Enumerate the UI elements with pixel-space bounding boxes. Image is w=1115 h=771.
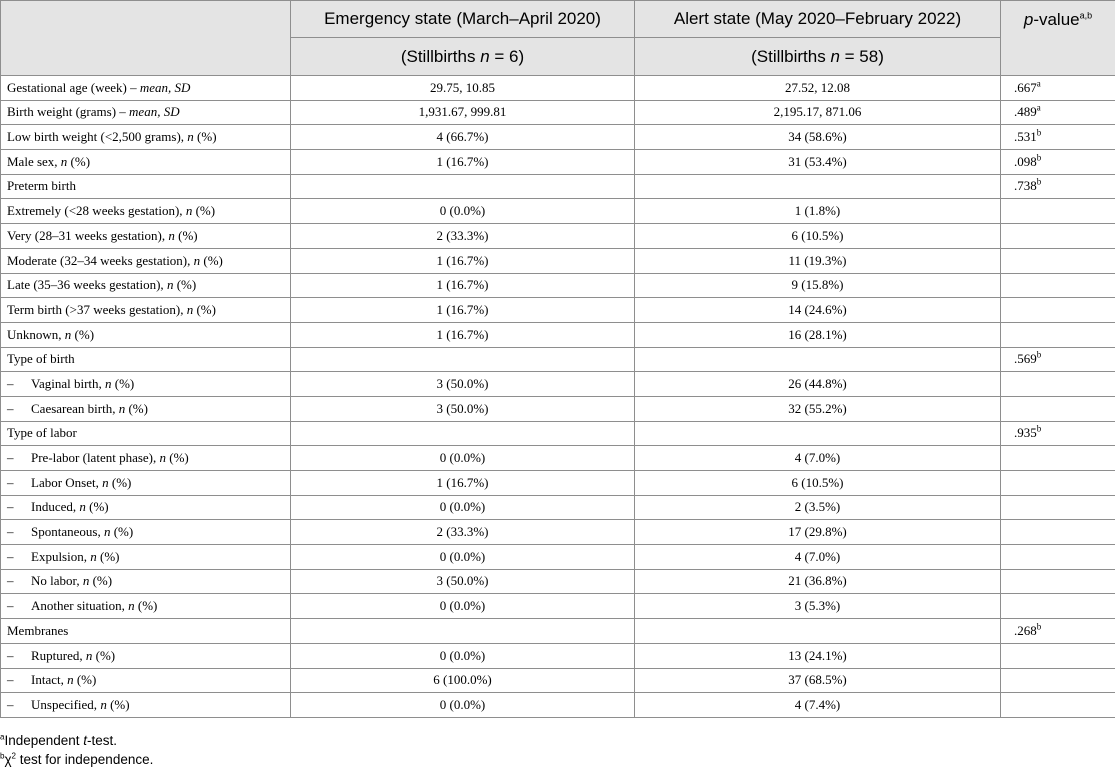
row-label: Unknown, bbox=[7, 326, 65, 342]
p-value: .569 bbox=[1014, 351, 1037, 367]
emergency-value: 1 (16.7%) bbox=[291, 471, 635, 496]
alert-value: 1 (1.8%) bbox=[635, 199, 1001, 224]
table-body bbox=[1, 76, 1115, 718]
row-label-tail: (%) bbox=[108, 474, 132, 490]
alert-value: 14 (24.6%) bbox=[635, 298, 1001, 323]
row-label: Intact, bbox=[31, 672, 68, 688]
p-value: .531 bbox=[1014, 129, 1037, 145]
p-value-cell bbox=[1001, 446, 1115, 471]
footnote-b-chi-sup: 2 bbox=[11, 751, 16, 761]
header-p-value bbox=[1001, 1, 1115, 76]
row-label-tail: (%) bbox=[174, 227, 198, 243]
row-label-italic: n bbox=[187, 129, 194, 145]
p-value-cell bbox=[1001, 594, 1115, 619]
alert-value: 4 (7.0%) bbox=[635, 446, 1001, 471]
p-value: .268 bbox=[1014, 622, 1037, 638]
header-alert-n bbox=[635, 38, 1001, 76]
p-value: .667 bbox=[1014, 79, 1037, 95]
row-label: Expulsion, bbox=[31, 548, 91, 564]
row-label-italic: n bbox=[60, 153, 68, 169]
row-label: Male sex, bbox=[7, 153, 61, 169]
row-dash: – bbox=[7, 499, 14, 515]
row-label: Spontaneous, bbox=[31, 524, 104, 540]
table-row bbox=[1, 100, 1115, 125]
sub-alert-prefix: (Stillbirths bbox=[751, 46, 831, 66]
row-label-tail: (%) bbox=[200, 252, 223, 268]
row-label-tail: (%) bbox=[125, 400, 148, 416]
row-label-italic: n bbox=[102, 474, 109, 490]
row-label: Unspecified, bbox=[31, 696, 101, 712]
header-p-letter: p bbox=[1023, 10, 1034, 29]
row-label-tail: (%) bbox=[193, 129, 217, 145]
alert-value bbox=[635, 421, 1001, 446]
alert-value: 9 (15.8%) bbox=[635, 273, 1001, 298]
table-row bbox=[1, 520, 1115, 545]
row-label-tail: (%) bbox=[71, 326, 95, 342]
emergency-value: 3 (50.0%) bbox=[291, 569, 635, 594]
row-label-italic: n bbox=[67, 672, 74, 688]
table-row bbox=[1, 248, 1115, 273]
row-dash: – bbox=[7, 647, 14, 663]
alert-value: 2 (3.5%) bbox=[635, 495, 1001, 520]
p-value-cell bbox=[1001, 421, 1115, 446]
footnote-b-chi: χ bbox=[4, 752, 12, 767]
footnote-a-post: -test. bbox=[87, 733, 118, 748]
row-label-tail: (%) bbox=[173, 277, 197, 293]
alert-value: 34 (58.6%) bbox=[635, 125, 1001, 150]
table-row bbox=[1, 668, 1115, 693]
p-value-test-marker: b bbox=[1036, 621, 1042, 632]
p-value-cell bbox=[1001, 668, 1115, 693]
p-value-cell bbox=[1001, 224, 1115, 249]
alert-value: 31 (53.4%) bbox=[635, 150, 1001, 175]
p-value-test-marker: b bbox=[1036, 177, 1042, 188]
alert-value: 4 (7.4%) bbox=[635, 693, 1001, 718]
emergency-value: 3 (50.0%) bbox=[291, 396, 635, 421]
row-label-cell bbox=[1, 421, 291, 446]
alert-value: 2,195.17, 871.06 bbox=[635, 100, 1001, 125]
row-dash: – bbox=[7, 400, 14, 416]
header-p-rest: -value bbox=[1033, 10, 1080, 29]
alert-value: 4 (7.0%) bbox=[635, 545, 1001, 570]
row-label: Type of labor bbox=[7, 425, 77, 441]
footnote-a bbox=[0, 731, 153, 750]
table-row bbox=[1, 446, 1115, 471]
row-label-cell bbox=[1, 273, 291, 298]
row-label-cell bbox=[1, 248, 291, 273]
emergency-value: 4 (66.7%) bbox=[291, 125, 635, 150]
row-label-italic: n bbox=[159, 450, 167, 465]
row-label-italic: n bbox=[85, 647, 93, 663]
emergency-value: 29.75, 10.85 bbox=[291, 76, 635, 101]
row-label-cell bbox=[1, 125, 291, 150]
table-row bbox=[1, 545, 1115, 570]
row-label-cell bbox=[1, 619, 291, 644]
table-row bbox=[1, 421, 1115, 446]
emergency-value: 1 (16.7%) bbox=[291, 273, 635, 298]
table-row bbox=[1, 273, 1115, 298]
row-label: Extremely (<28 weeks gestation), bbox=[7, 203, 186, 219]
emergency-value bbox=[291, 347, 635, 372]
alert-value: 32 (55.2%) bbox=[635, 396, 1001, 421]
row-label: Induced, bbox=[31, 499, 80, 515]
table-row bbox=[1, 693, 1115, 718]
table-row bbox=[1, 471, 1115, 496]
sub-alert-n: n bbox=[830, 46, 840, 66]
alert-value: 27.52, 12.08 bbox=[635, 76, 1001, 101]
row-label-cell bbox=[1, 396, 291, 421]
p-value-cell bbox=[1001, 273, 1115, 298]
table-row bbox=[1, 150, 1115, 175]
row-label-cell bbox=[1, 100, 291, 125]
row-label: Ruptured, bbox=[31, 647, 86, 663]
p-value-cell bbox=[1001, 100, 1115, 125]
row-label-cell bbox=[1, 174, 291, 199]
footnote-b-post: test for independence. bbox=[16, 752, 154, 767]
row-label: Pre-labor (latent phase), bbox=[31, 450, 160, 465]
row-label-cell bbox=[1, 76, 291, 101]
row-dash: – bbox=[7, 573, 14, 589]
sub-emergency-n: n bbox=[480, 46, 490, 66]
row-label-tail: (%) bbox=[73, 672, 97, 688]
alert-value: 6 (10.5%) bbox=[635, 224, 1001, 249]
p-value: .935 bbox=[1014, 425, 1037, 441]
row-label-cell bbox=[1, 643, 291, 668]
row-label-italic: n bbox=[128, 598, 135, 614]
alert-value: 6 (10.5%) bbox=[635, 471, 1001, 496]
p-value-cell bbox=[1001, 199, 1115, 224]
emergency-value: 2 (33.3%) bbox=[291, 520, 635, 545]
row-label-cell bbox=[1, 495, 291, 520]
row-label-italic: mean, SD bbox=[129, 104, 180, 120]
row-label-italic: n bbox=[118, 400, 126, 416]
p-value-cell bbox=[1001, 322, 1115, 347]
p-value: .738 bbox=[1014, 178, 1037, 194]
alert-value: 21 (36.8%) bbox=[635, 569, 1001, 594]
row-label-cell bbox=[1, 693, 291, 718]
row-label: Vaginal birth, bbox=[31, 375, 106, 391]
footnote-a-t: t bbox=[83, 733, 88, 748]
row-label-tail: (%) bbox=[110, 524, 134, 540]
alert-value bbox=[635, 619, 1001, 644]
row-label-italic: mean, SD bbox=[139, 79, 191, 95]
row-label-cell bbox=[1, 569, 291, 594]
emergency-value: 0 (0.0%) bbox=[291, 643, 635, 668]
p-value-cell bbox=[1001, 298, 1115, 323]
row-label-italic: n bbox=[193, 252, 201, 268]
row-dash: – bbox=[7, 598, 14, 614]
emergency-value: 0 (0.0%) bbox=[291, 594, 635, 619]
emergency-value bbox=[291, 174, 635, 199]
table-row bbox=[1, 76, 1115, 101]
table-footnotes bbox=[0, 731, 153, 769]
row-label: Preterm birth bbox=[7, 178, 76, 194]
header-row bbox=[1, 1, 1115, 38]
emergency-value: 3 (50.0%) bbox=[291, 372, 635, 397]
p-value-cell bbox=[1001, 619, 1115, 644]
alert-value: 13 (24.1%) bbox=[635, 643, 1001, 668]
alert-value bbox=[635, 174, 1001, 199]
footnote-a-marker: a bbox=[0, 732, 5, 742]
row-label: Type of birth bbox=[7, 351, 75, 367]
sub-alert-suffix: = 58) bbox=[839, 46, 884, 66]
table-row bbox=[1, 199, 1115, 224]
p-value-cell bbox=[1001, 693, 1115, 718]
header-blank-cell bbox=[1, 1, 291, 76]
row-label-italic: n bbox=[186, 301, 194, 317]
emergency-value: 1 (16.7%) bbox=[291, 322, 635, 347]
p-value-cell bbox=[1001, 125, 1115, 150]
p-value-cell bbox=[1001, 495, 1115, 520]
emergency-value: 1 (16.7%) bbox=[291, 298, 635, 323]
p-value-cell bbox=[1001, 347, 1115, 372]
p-value-test-marker: b bbox=[1036, 349, 1042, 360]
row-label-italic: n bbox=[82, 573, 90, 589]
footnote-b bbox=[0, 750, 153, 769]
row-label-italic: n bbox=[64, 326, 72, 342]
table-row bbox=[1, 643, 1115, 668]
p-value-cell bbox=[1001, 569, 1115, 594]
emergency-value: 0 (0.0%) bbox=[291, 446, 635, 471]
p-value-test-marker: a bbox=[1036, 78, 1041, 89]
row-label-cell bbox=[1, 224, 291, 249]
table-row bbox=[1, 347, 1115, 372]
row-label-tail: (%) bbox=[166, 450, 189, 465]
row-label: Another situation, bbox=[31, 598, 129, 614]
table-row bbox=[1, 298, 1115, 323]
row-label-cell bbox=[1, 322, 291, 347]
sub-emergency-prefix: (Stillbirths bbox=[400, 46, 481, 66]
table-row bbox=[1, 594, 1115, 619]
alert-value: 11 (19.3%) bbox=[635, 248, 1001, 273]
p-value-cell bbox=[1001, 520, 1115, 545]
emergency-value: 0 (0.0%) bbox=[291, 199, 635, 224]
table-row bbox=[1, 569, 1115, 594]
row-label-italic: n bbox=[166, 277, 174, 293]
emergency-value: 1 (16.7%) bbox=[291, 248, 635, 273]
row-label: Late (35–36 weeks gestation), bbox=[7, 277, 167, 293]
row-label: Caesarean birth, bbox=[31, 400, 119, 416]
row-label-cell bbox=[1, 372, 291, 397]
p-value-test-marker: a bbox=[1036, 103, 1041, 114]
table-row bbox=[1, 322, 1115, 347]
footnote-b-marker: b bbox=[0, 751, 5, 761]
row-label-tail: (%) bbox=[111, 375, 135, 391]
table-row bbox=[1, 125, 1115, 150]
row-label-cell bbox=[1, 520, 291, 545]
row-label: Term birth (>37 weeks gestation), bbox=[7, 301, 187, 317]
row-label-italic: n bbox=[168, 227, 175, 243]
header-p-sup: a,b bbox=[1079, 10, 1093, 21]
row-label-cell bbox=[1, 347, 291, 372]
p-value-cell bbox=[1001, 545, 1115, 570]
table-row bbox=[1, 372, 1115, 397]
alert-value: 16 (28.1%) bbox=[635, 322, 1001, 347]
p-value-cell bbox=[1001, 471, 1115, 496]
p-value-cell bbox=[1001, 396, 1115, 421]
row-label-italic: n bbox=[100, 696, 107, 712]
p-value-test-marker: b bbox=[1036, 423, 1042, 434]
p-value-cell bbox=[1001, 248, 1115, 273]
alert-value: 3 (5.3%) bbox=[635, 594, 1001, 619]
emergency-value: 2 (33.3%) bbox=[291, 224, 635, 249]
row-label-cell bbox=[1, 150, 291, 175]
row-label-italic: n bbox=[79, 499, 86, 515]
row-label-cell bbox=[1, 545, 291, 570]
row-label-italic: n bbox=[105, 375, 112, 391]
alert-value bbox=[635, 347, 1001, 372]
table-row bbox=[1, 495, 1115, 520]
row-label-cell bbox=[1, 446, 291, 471]
table-row bbox=[1, 619, 1115, 644]
row-label: Low birth weight (<2,500 grams), bbox=[7, 129, 188, 145]
table-row bbox=[1, 174, 1115, 199]
row-label-cell bbox=[1, 471, 291, 496]
row-label: Membranes bbox=[7, 622, 69, 638]
emergency-value: 1 (16.7%) bbox=[291, 150, 635, 175]
table-header bbox=[1, 1, 1115, 76]
row-label: Moderate (32–34 weeks gestation), bbox=[7, 252, 194, 268]
p-value-cell bbox=[1001, 643, 1115, 668]
sub-emergency-suffix: = 6) bbox=[489, 46, 525, 66]
row-label-tail: (%) bbox=[134, 598, 158, 614]
row-label-italic: n bbox=[185, 203, 193, 219]
row-label-tail: (%) bbox=[193, 301, 216, 317]
row-label-tail: (%) bbox=[96, 548, 120, 564]
row-label: Very (28–31 weeks gestation), bbox=[7, 227, 169, 243]
row-label-tail: (%) bbox=[92, 647, 116, 663]
header-alert: Alert state (May 2020–February 2022) bbox=[635, 1, 1001, 38]
p-value-test-marker: b bbox=[1036, 152, 1042, 163]
row-label-cell bbox=[1, 668, 291, 693]
row-dash: – bbox=[7, 696, 14, 712]
p-value: .489 bbox=[1014, 104, 1037, 120]
p-value: .098 bbox=[1014, 153, 1037, 169]
row-label-cell bbox=[1, 199, 291, 224]
row-label-tail: (%) bbox=[89, 573, 113, 589]
row-label: Birth weight (grams) – bbox=[7, 104, 130, 120]
p-value-cell bbox=[1001, 150, 1115, 175]
emergency-value: 6 (100.0%) bbox=[291, 668, 635, 693]
row-dash: – bbox=[7, 672, 14, 688]
p-value-cell bbox=[1001, 372, 1115, 397]
alert-value: 17 (29.8%) bbox=[635, 520, 1001, 545]
row-dash: – bbox=[7, 474, 14, 490]
row-dash: – bbox=[7, 450, 14, 465]
p-value-test-marker: b bbox=[1036, 127, 1042, 138]
row-label-cell bbox=[1, 298, 291, 323]
table-row bbox=[1, 224, 1115, 249]
row-label-cell bbox=[1, 594, 291, 619]
footnote-a-pre: Independent bbox=[4, 733, 84, 748]
row-dash: – bbox=[7, 524, 14, 540]
p-value-cell bbox=[1001, 174, 1115, 199]
row-label-tail: (%) bbox=[192, 203, 216, 219]
row-label: No labor, bbox=[31, 573, 83, 589]
emergency-value: 0 (0.0%) bbox=[291, 495, 635, 520]
emergency-value: 0 (0.0%) bbox=[291, 693, 635, 718]
row-label: Labor Onset, bbox=[31, 474, 103, 490]
emergency-value bbox=[291, 619, 635, 644]
row-label-italic: n bbox=[90, 548, 97, 564]
row-dash: – bbox=[7, 375, 14, 391]
row-label-tail: (%) bbox=[67, 153, 91, 169]
row-label-tail: (%) bbox=[85, 499, 109, 515]
table-row bbox=[1, 396, 1115, 421]
row-label-italic: n bbox=[103, 524, 111, 540]
emergency-value bbox=[291, 421, 635, 446]
alert-value: 37 (68.5%) bbox=[635, 668, 1001, 693]
emergency-value: 1,931.67, 999.81 bbox=[291, 100, 635, 125]
row-label: Gestational age (week) – bbox=[7, 79, 140, 95]
header-emergency-n bbox=[291, 38, 635, 76]
emergency-value: 0 (0.0%) bbox=[291, 545, 635, 570]
row-label-tail: (%) bbox=[106, 696, 130, 712]
alert-value: 26 (44.8%) bbox=[635, 372, 1001, 397]
header-emergency: Emergency state (March–April 2020) bbox=[291, 1, 635, 38]
row-dash: – bbox=[7, 548, 14, 564]
p-value-cell bbox=[1001, 76, 1115, 101]
